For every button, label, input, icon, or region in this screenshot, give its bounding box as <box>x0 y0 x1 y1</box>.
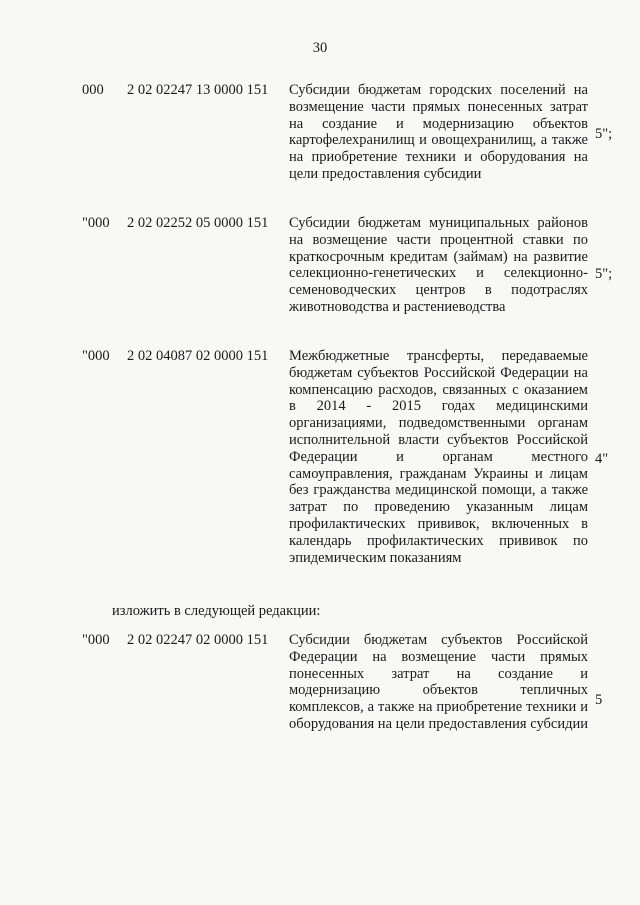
entry-amount: 5"; <box>595 126 613 142</box>
entry-description: Субсидии бюджетам городских поселений на возмещение части прямых понесенных затрат на создание и модернизацию объектов картофелехранилищ и овощехранилищ, а также на приобретение техники и оборудования на цели предоставления субсидии <box>289 82 588 182</box>
entry-code-prefix: "000 <box>82 215 110 231</box>
page-number: 30 <box>312 40 328 56</box>
entry-amount: 5"; <box>595 266 613 282</box>
entry-amount: 5 <box>595 692 603 708</box>
entry-budget-code: 2 02 04087 02 0000 151 <box>127 348 269 364</box>
entry-description: Субсидии бюджетам субъектов Российской Федерации на возмещение части прямых понесенных затрат на создание и модернизацию объектов тепличных комплексов, а также на приобретение техники и оборудования на цели предоставления субсидии <box>289 632 588 732</box>
entry-amount: 4" <box>595 451 609 467</box>
entry-code-prefix: 000 <box>82 82 104 98</box>
entry-code-prefix: "000 <box>82 632 110 648</box>
amendment-instruction: изложить в следующей редакции: <box>112 603 321 619</box>
entry-budget-code: 2 02 02247 13 0000 151 <box>127 82 269 98</box>
entry-budget-code: 2 02 02252 05 0000 151 <box>127 215 269 231</box>
entry-description: Межбюджетные трансферты, передаваемые бюджетам субъектов Российской Федерации на компенсацию расходов, связанных с оказанием в 2014 - 2015 годах медицинскими организациями, подведомственными органам исполнительной власти субъектов Российской Федерации и органам местного самоуправления, гражданам Украины и лицам без гражданства медицинской помощи, а также затрат по проведению указанным лицам профилактических прививок, включенных в календарь профилактических прививок по эпидемическим показаниям <box>289 348 588 566</box>
entry-description: Субсидии бюджетам муниципальных районов на возмещение части процентной ставки по краткосрочным кредитам (займам) на развитие селекционно-генетических и селекционно-семеноводческих центров в подотраслях животноводства и растениеводства <box>289 215 588 315</box>
entry-code-prefix: "000 <box>82 348 110 364</box>
entry-budget-code: 2 02 02247 02 0000 151 <box>127 632 269 648</box>
